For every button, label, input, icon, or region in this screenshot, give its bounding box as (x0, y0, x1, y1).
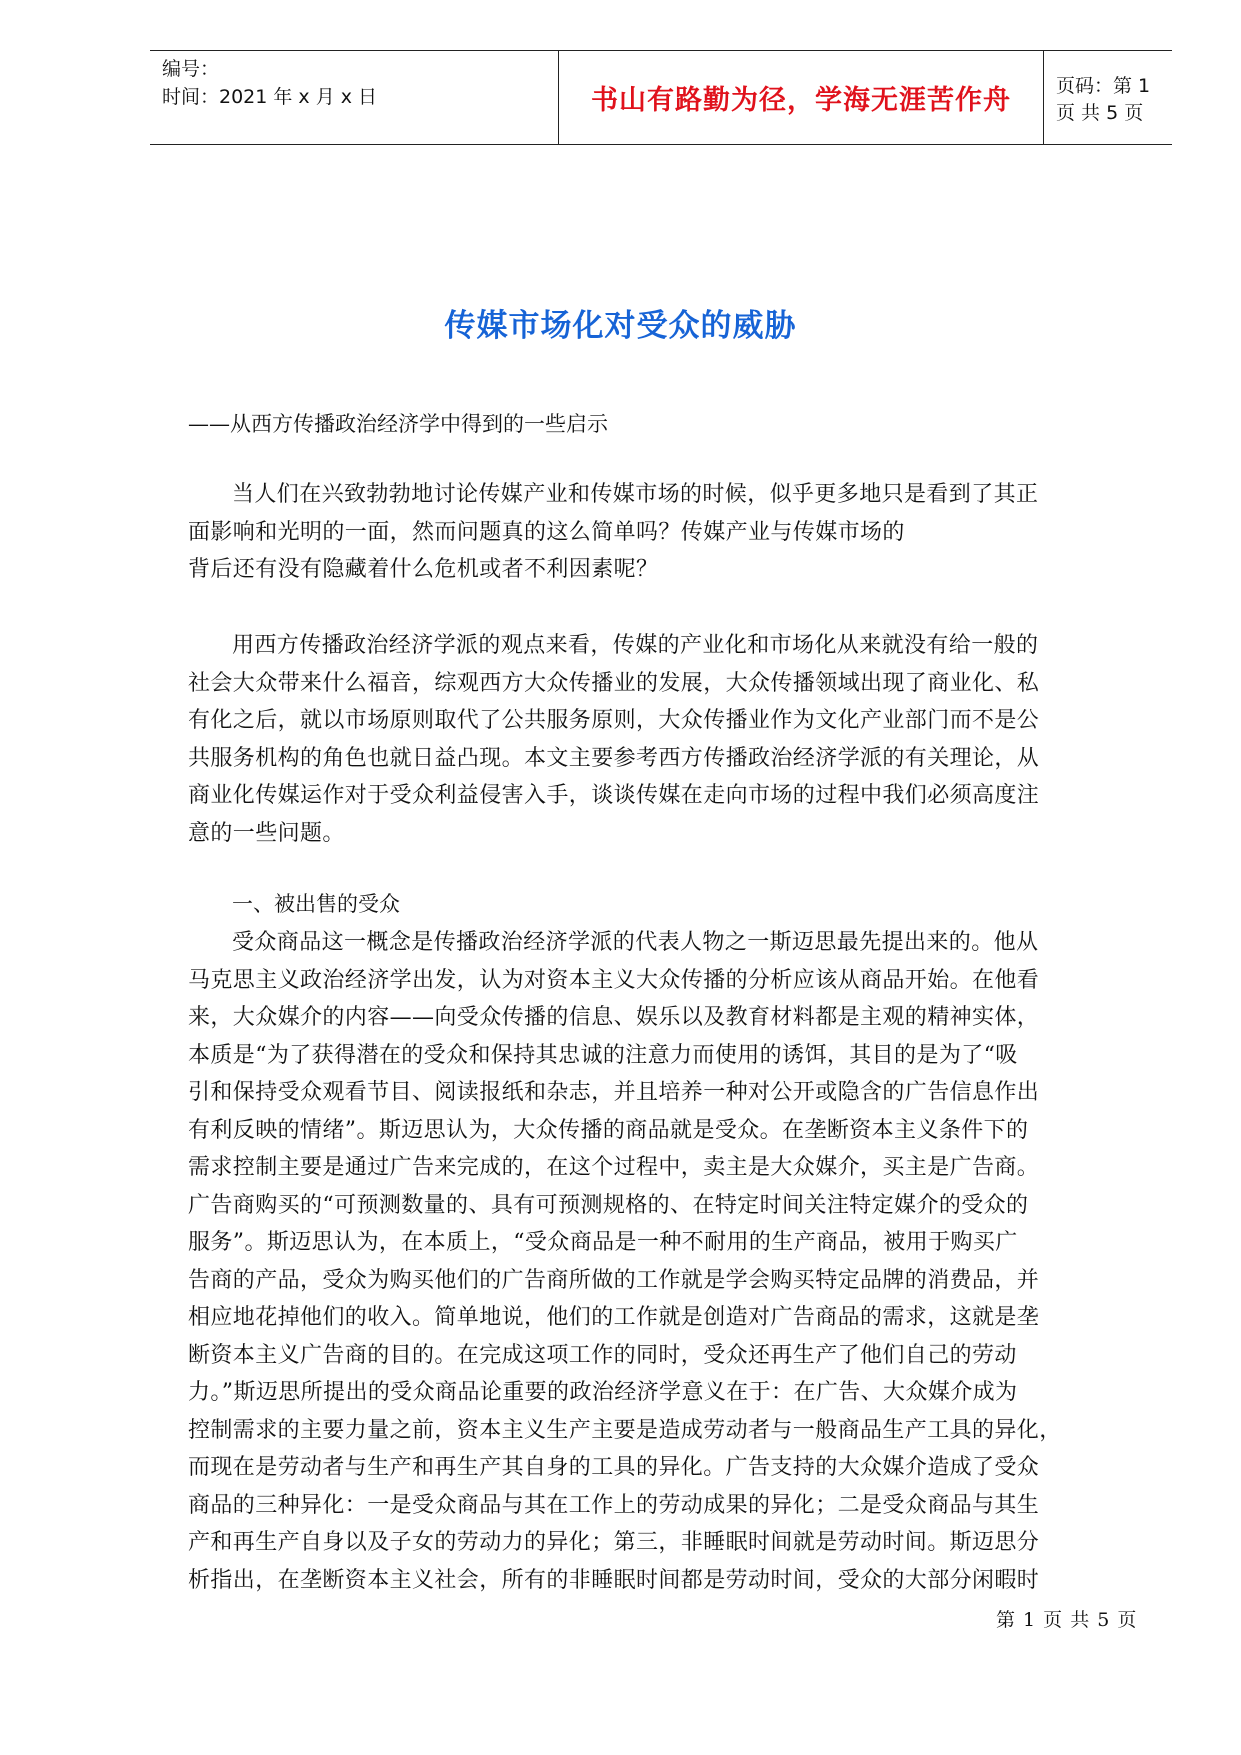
header-meta (162, 55, 557, 111)
section-heading: 一、被出售的受众 (232, 892, 400, 916)
text-line: 当人们在兴致勃勃地讨论传媒产业和传媒市场的时候，似乎更多地只是看到了其正 (232, 482, 1039, 507)
text-line: 告商的产品，受众为购买他们的广告商所做的工作就是学会购买特定品牌的消费品，并 (188, 1267, 1040, 1293)
header-page-info: 页码：第 1 页 共 5 页 (1056, 74, 1151, 124)
document-header (150, 50, 1172, 145)
text-line: 本质是“为了获得潜在的受众和保持其忠诚的注意力而使用的诱饵，其目的是为了“吸 (188, 1042, 1018, 1068)
text-line: 相应地花掉他们的收入。简单地说，他们的工作就是创造对广告商品的需求，这就是垄 (188, 1305, 1040, 1330)
text-line: 析指出，在垄断资本主义社会，所有的非睡眠时间都是劳动时间，受众的大部分闲暇时 (188, 1567, 1040, 1593)
text-line: 有化之后，就以市场原则取代了公共服务原则，大众传播业作为文化产业部门而不是公 (188, 708, 1040, 733)
text-line: 背后还有没有隐藏着什么危机或者不利因素呢？ (188, 557, 659, 582)
text-line: 服务”。斯迈思认为，在本质上，“受众商品是一种不耐用的生产商品，被用于购买广 (188, 1230, 1018, 1255)
document-date: 时间：2021 年 x 月 x 日 (162, 86, 378, 108)
header-motto: 书山有路勤为径，学海无涯苦作舟 (558, 51, 1044, 144)
text-line: 社会大众带来什么福音，综观西方大众传播业的发展，大众传播领域出现了商业化、私 (188, 670, 1040, 696)
text-line: 意的一些问题。 (188, 820, 345, 846)
text-line: 面影响和光明的一面，然而问题真的这么简单吗？传媒产业与传媒市场的 (188, 519, 905, 545)
section-1-paragraph (188, 924, 1138, 1599)
text-line: 商业化传媒运作对于受众利益侵害入手，谈谈传媒在走向市场的过程中我们必须高度注 (188, 783, 1040, 808)
text-line: 而现在是劳动者与生产和再生产其自身的工具的异化。广告支持的大众媒介造成了受众 (188, 1455, 1040, 1480)
text-line: 控制需求的主要力量之前，资本主义生产主要是造成劳动者与一般商品生产工具的异化， (188, 1417, 1062, 1443)
text-line: 用西方传播政治经济学派的观点来看，传媒的产业化和市场化从来就没有给一般的 (232, 633, 1039, 658)
text-line: 商品的三种异化：一是受众商品与其在工作上的劳动成果的异化；二是受众商品与其生 (188, 1492, 1040, 1518)
document-number-label: 编号： (162, 58, 220, 80)
text-line: 产和再生产自身以及子女的劳动力的异化；第三，非睡眠时间就是劳动时间。斯迈思分 (188, 1530, 1040, 1555)
text-line: 共服务机构的角色也就日益凸现。本文主要参考西方传播政治经济学派的有关理论，从 (188, 745, 1040, 771)
article-title: 传媒市场化对受众的威胁 (444, 308, 797, 344)
text-line: 有利反映的情绪”。斯迈思认为，大众传播的商品就是受众。在垄断资本主义条件下的 (188, 1117, 1029, 1143)
text-line: 力。”斯迈思所提出的受众商品论重要的政治经济学意义在于：在广告、大众媒介成为 (188, 1380, 1018, 1405)
intro-paragraph (188, 476, 1138, 589)
text-line: 需求控制主要是通过广告来完成的，在这个过程中，卖主是大众媒介，买主是广告商。 (188, 1155, 1040, 1180)
text-line: 受众商品这一概念是传播政治经济学派的代表人物之一斯迈思最先提出来的。他从 (232, 930, 1039, 955)
text-line: 断资本主义广告商的目的。在完成这项工作的同时，受众还再生产了他们自己的劳动 (188, 1342, 1017, 1368)
page-footer: 第 1 页 共 5 页 (996, 1609, 1138, 1631)
text-line: 马克思主义政治经济学出发，认为对资本主义大众传播的分析应该从商品开始。在他看 (188, 967, 1040, 993)
paragraph-2 (188, 627, 1138, 852)
text-line: 引和保持受众观看节目、阅读报纸和杂志，并且培养一种对公开或隐含的广告信息作出 (188, 1080, 1040, 1105)
article-subtitle: ——从西方传播政治经济学中得到的一些启示 (188, 412, 608, 436)
text-line: 广告商购买的“可预测数量的、具有可预测规格的、在特定时间关注特定媒介的受众的 (188, 1192, 1029, 1218)
text-line: 来，大众媒介的内容——向受众传播的信息、娱乐以及教育材料都是主观的精神实体， (188, 1005, 1040, 1030)
